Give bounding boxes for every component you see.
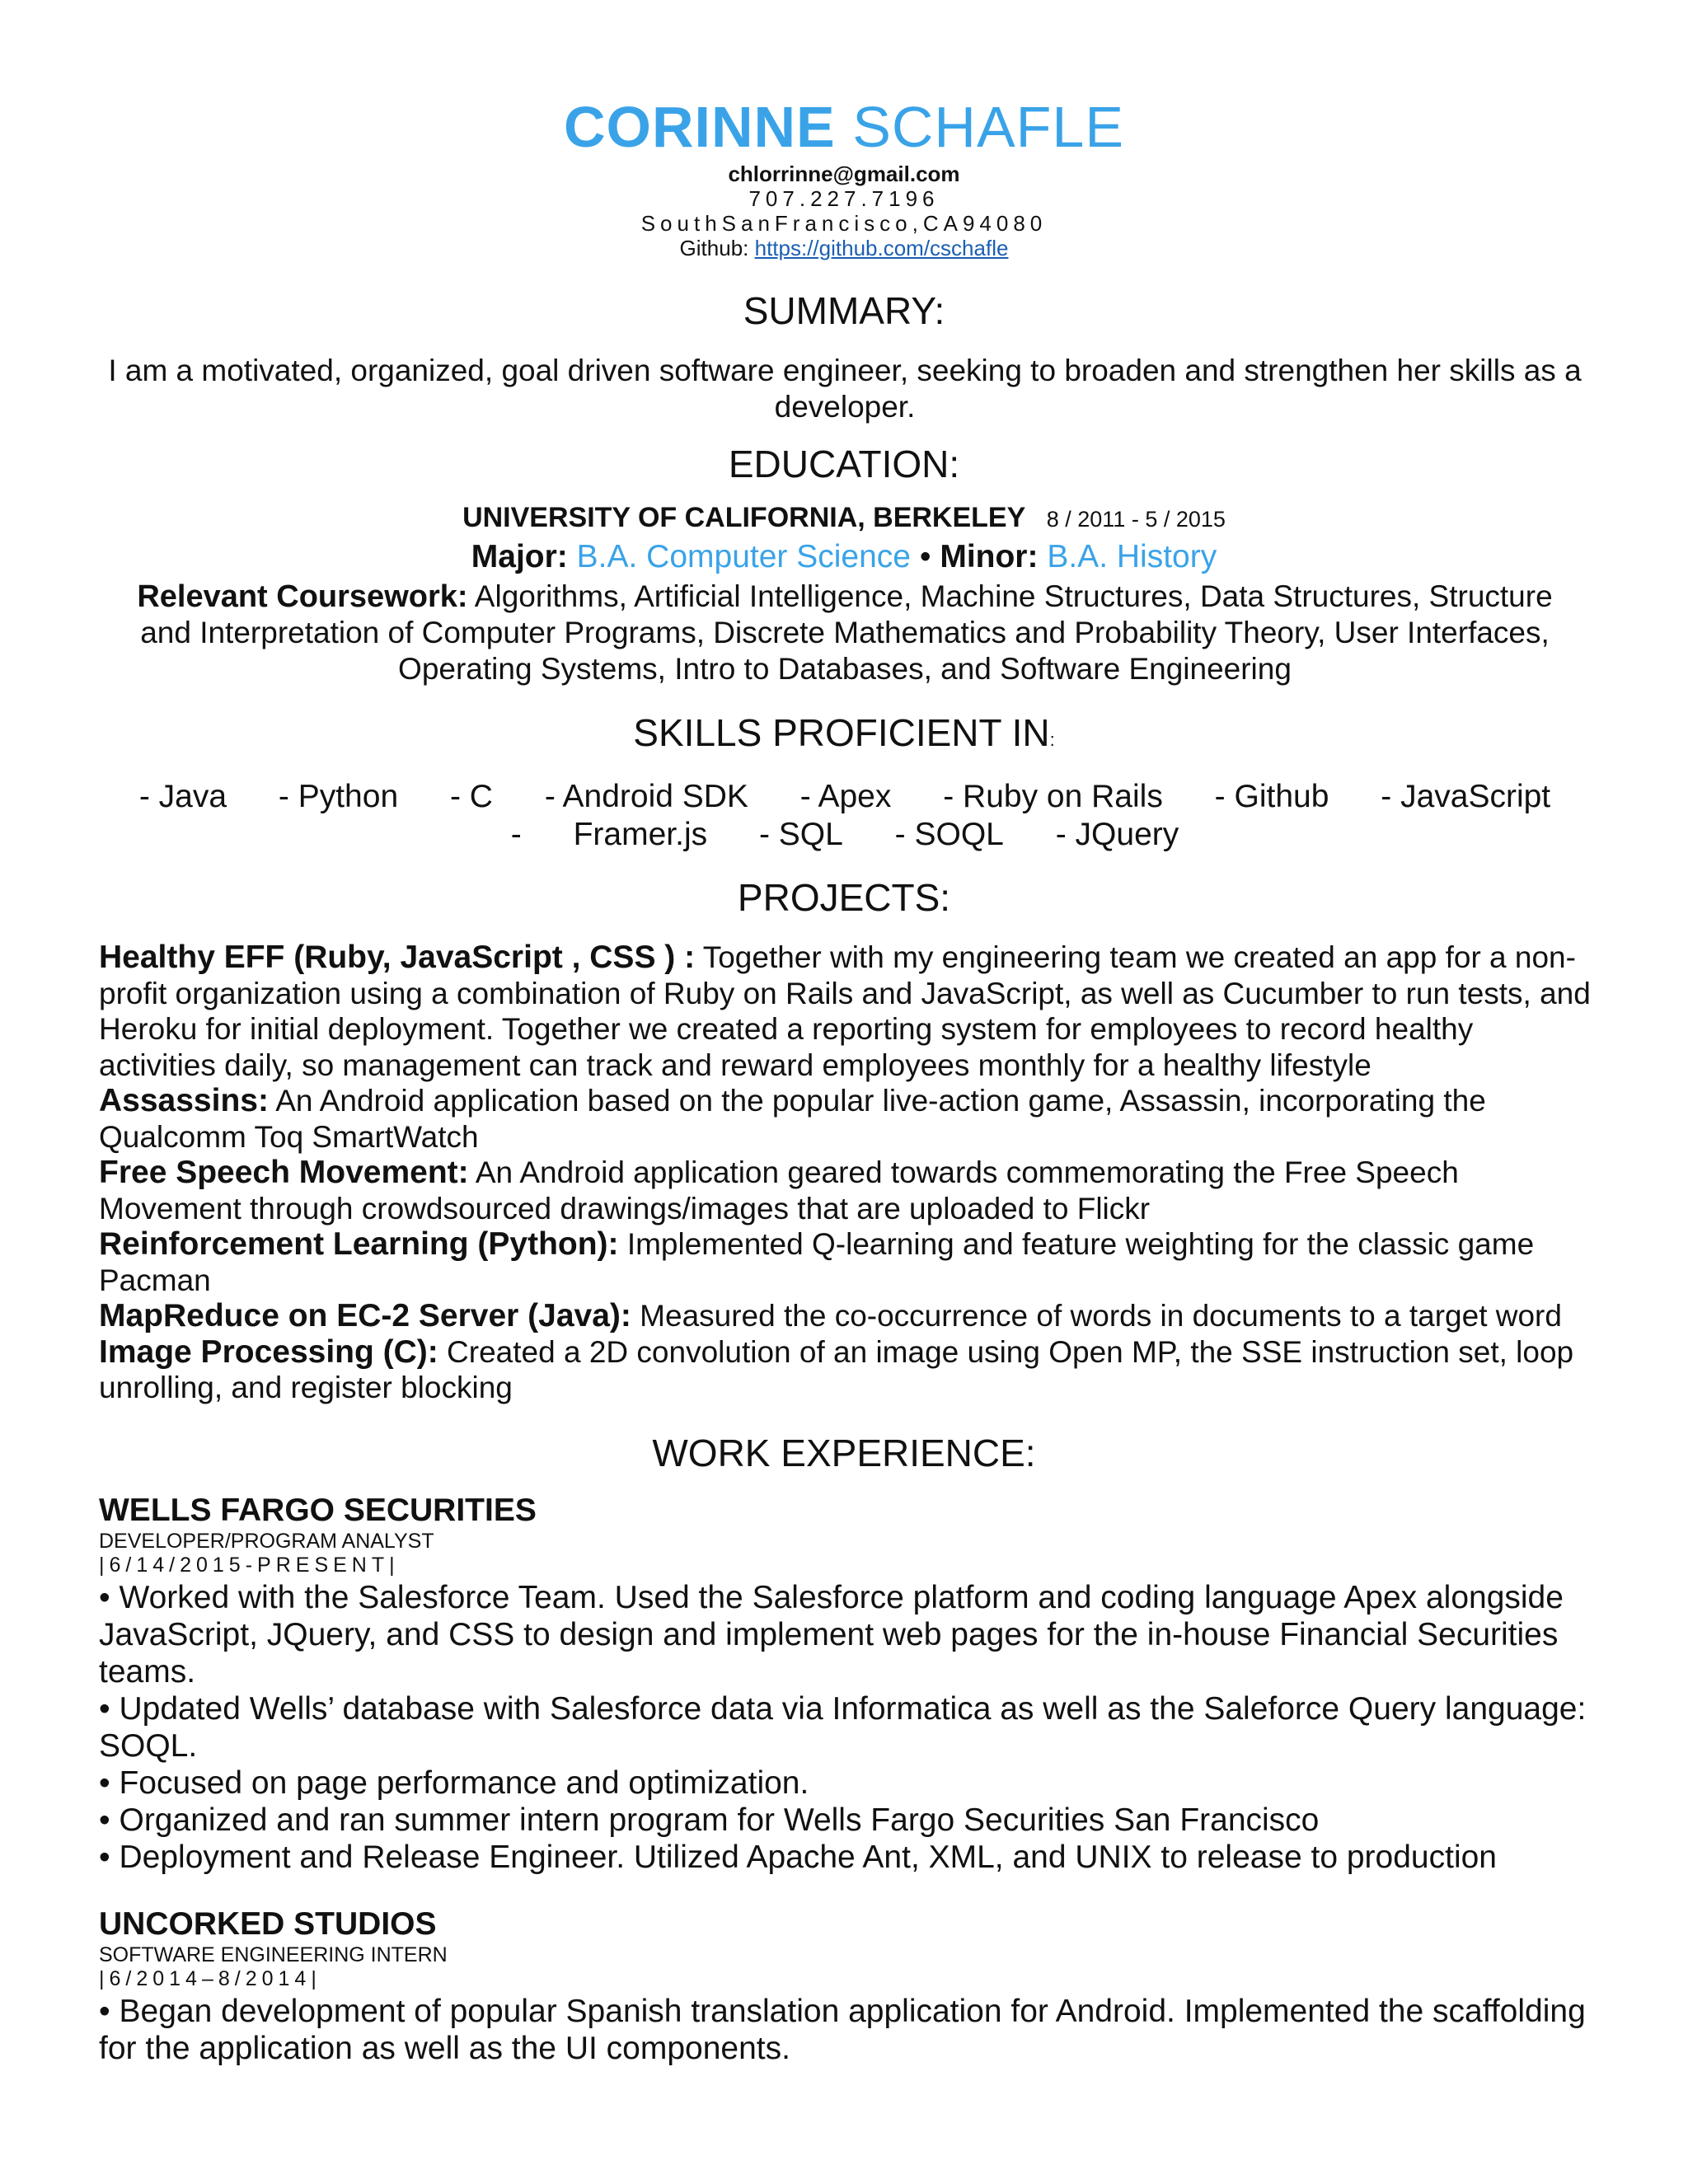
- summary-text: I am a motivated, organized, goal driven software engineer, seeking to broaden and strengthen her skills as a developer.: [108, 354, 1582, 424]
- coursework-label: Relevant Coursework:: [137, 579, 468, 614]
- company-name: UNCORKED STUDIOS: [99, 1906, 437, 1942]
- project-name: Reinforcement Learning (Python):: [99, 1226, 619, 1262]
- job-role: DEVELOPER/PROGRAM ANALYST: [99, 1530, 434, 1553]
- university-line: [0, 499, 1688, 537]
- skill-item: - SOQL: [894, 817, 1004, 852]
- summary-heading: SUMMARY:: [743, 289, 945, 332]
- project-item: [99, 1083, 1591, 1155]
- candidate-name: [0, 92, 1688, 162]
- skills-heading-colon: :: [1049, 729, 1055, 750]
- degree-separator: •: [919, 539, 931, 574]
- project-item: [99, 1334, 1591, 1406]
- job-bullet: • Deployment and Release Engineer. Utilized Apache Ant, XML, and UNIX to release to production: [99, 1840, 1497, 1875]
- skill-item: -: [510, 817, 522, 852]
- skills-heading: [0, 710, 1688, 762]
- github-link[interactable]: https://github.com/cschafle: [754, 236, 1009, 260]
- skill-item: - Java: [138, 779, 227, 814]
- skill-item: - Apex: [799, 779, 892, 814]
- coursework: [115, 579, 1574, 687]
- skill-item: - JavaScript: [1381, 779, 1551, 814]
- job-bullet: • Worked with the Salesforce Team. Used the Salesforce platform and coding language Apex alongside JavaScript, JQuery, and CSS to design and implement web pages for the in-house Financial Securities teams.: [99, 1580, 1564, 1690]
- education-heading: EDUCATION:: [728, 443, 960, 485]
- skill-item: - Ruby on Rails: [943, 779, 1163, 814]
- job-dates: |6/14/2015-PRESENT|: [99, 1554, 400, 1577]
- skill-item: - JQuery: [1055, 817, 1179, 852]
- address: SouthSanFrancisco,CA94080: [640, 211, 1048, 236]
- skill-item: - SQL: [758, 817, 843, 852]
- project-name: Free Speech Movement:: [99, 1155, 469, 1190]
- skills-list: [99, 778, 1591, 854]
- job-bullet: • Updated Wells’ database with Salesforce data via Informatica as well as the Saleforce Query language: SOQL.: [99, 1691, 1587, 1764]
- last-name: SCHAFLE: [852, 95, 1125, 159]
- skill-item: - Android SDK: [544, 779, 748, 814]
- project-description: Implemented Q-learning and feature weighting for the classic game Pacman: [99, 1227, 1535, 1297]
- major-label: Major:: [471, 539, 568, 574]
- project-description: Together with my engineering team we created an app for a non-profit organization using a combination of Ruby on Rails and JavaScript, as well as Cucumber to run tests, and Heroku for initial deployment. Together we created a reporting system for employees to record healthy activities daily, so management can track and reward employees monthly for a healthy lifestyle: [99, 940, 1591, 1082]
- email: chlorrinne@gmail.com: [728, 162, 960, 186]
- coursework-list: Algorithms, Artificial Intelligence, Machine Structures, Data Structures, Structure and Interpretation of Computer Programs, Discrete Mathematics and Probability Theory, User Interfaces, Operating Systems, Intro to Databases, and Software Engineering: [140, 579, 1553, 686]
- job-bullet: • Focused on page performance and optimization.: [99, 1765, 809, 1801]
- skill-item: - Github: [1214, 779, 1329, 814]
- job-entry: [99, 1905, 1591, 2067]
- project-item: [99, 1155, 1591, 1226]
- job-dates: |6/2014–8/2014|: [99, 1967, 321, 1990]
- first-name: CORINNE: [563, 95, 836, 159]
- project-item: [99, 940, 1591, 1083]
- skills-heading-text: SKILLS PROFICIENT IN: [633, 711, 1050, 754]
- job-role: SOFTWARE ENGINEERING INTERN: [99, 1943, 448, 1966]
- job-bullet: • Organized and ran summer intern program for Wells Fargo Securities San Francisco: [99, 1802, 1320, 1838]
- project-item: [99, 1226, 1591, 1298]
- company-name: WELLS FARGO SECURITIES: [99, 1493, 537, 1528]
- project-description: Measured the co-occurrence of words in documents to a target word: [631, 1299, 1562, 1333]
- university-name: UNIVERSITY OF CALIFORNIA, BERKELEY: [462, 502, 1026, 533]
- project-description: An Android application based on the popular live-action game, Assassin, incorporating the Qualcomm Toq SmartWatch: [99, 1084, 1486, 1154]
- project-name: MapReduce on EC-2 Server (Java):: [99, 1298, 631, 1333]
- github-line: [0, 236, 1688, 260]
- project-name: Healthy EFF (Ruby, JavaScript , CSS ) :: [99, 940, 696, 975]
- major-value: B.A. Computer Science: [576, 539, 911, 574]
- degree-line: [0, 537, 1688, 577]
- education-dates: 8 / 2011 - 5 / 2015: [1046, 507, 1226, 532]
- work-heading: WORK EXPERIENCE:: [652, 1432, 1036, 1474]
- skill-item: - Python: [278, 779, 399, 814]
- project-description: An Android application geared towards commemorating the Free Speech Movement through crowdsourced drawings/images that are uploaded to Flickr: [99, 1155, 1459, 1226]
- projects-heading: PROJECTS:: [737, 876, 951, 919]
- github-label: Github:: [679, 236, 749, 260]
- projects-list: [99, 940, 1591, 1406]
- phone: 707.227.7196: [748, 186, 940, 211]
- project-name: Image Processing (C):: [99, 1333, 438, 1370]
- minor-label: Minor:: [940, 539, 1039, 574]
- minor-value: B.A. History: [1047, 539, 1217, 574]
- job-bullet: • Began development of popular Spanish translation application for Android. Implemented the scaffolding for the application as well as the UI components.: [99, 1994, 1586, 2066]
- skill-item: - C: [449, 779, 493, 814]
- skill-item: Framer.js: [573, 817, 708, 852]
- project-item: [99, 1298, 1591, 1334]
- job-entry: [99, 1492, 1591, 1876]
- project-description: Created a 2D convolution of an image using Open MP, the SSE instruction set, loop unrolling, and register blocking: [99, 1334, 1574, 1404]
- project-name: Assassins:: [99, 1083, 269, 1118]
